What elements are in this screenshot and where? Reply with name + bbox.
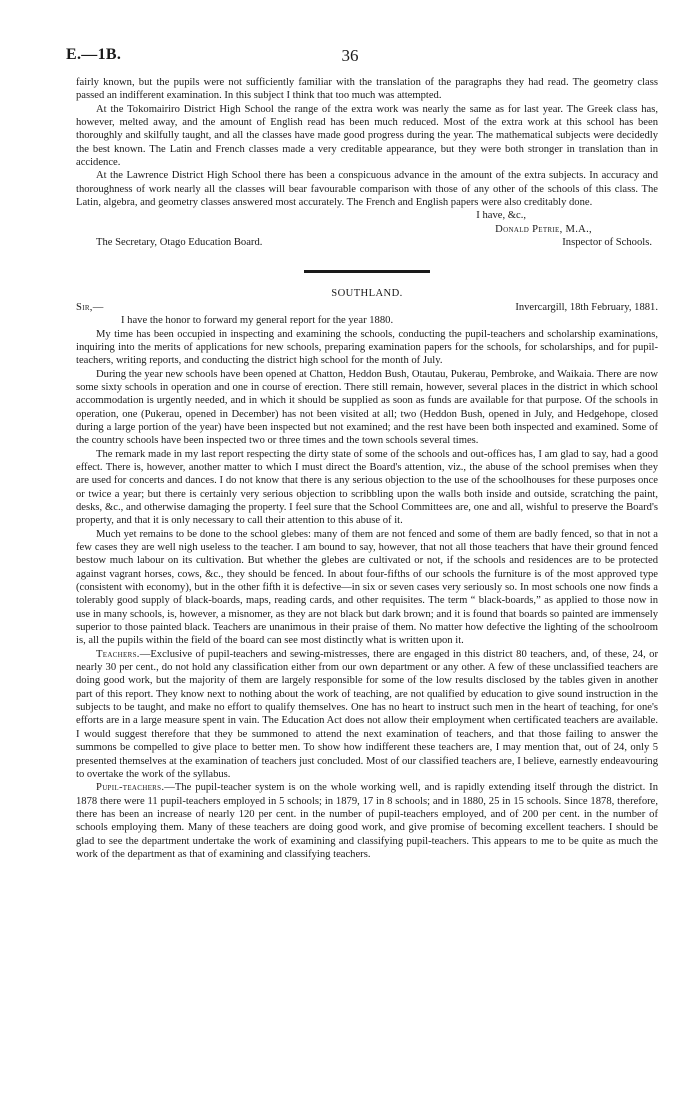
paragraph-label: Teachers. [96, 648, 140, 660]
place-date: Invercargill, 18th February, 1881. [515, 301, 658, 313]
paragraph-label: Pupil-teachers. [96, 782, 165, 794]
document-reference: E.—1B. [66, 46, 122, 63]
signature-title: Inspector of Schools. [562, 237, 652, 249]
paragraph: During the year new schools have been opened at Chatton, Heddon Bush, Otautau, Pukerau, Pembroke, and Waikaia. There are now some sixty schools in operation and one in course of erection. There still remain, however, several places in the district in which school accommodation is urgently needed, and in which it should be supplied as soon as funds are available for that purpose. Of the schools in operation, one (Pukerau, opened in December) has not been visited at all; two (Heddon Bush, opened in July, and Hedgehope, closed during a large portion of the year) have been inspected but not examined; and the rest have been both inspected and examined. Some of the country schools have been inspected two or three times and the town schools several times. [76, 368, 658, 447]
section-heading: SOUTHLAND. [331, 288, 403, 300]
salutation: Sir,— [76, 301, 104, 313]
paragraph-text: —Exclusive of pupil-teachers and sewing-mistresses, there are engaged in this district 80 teachers, and, of these, 24, or nearly 30 per cent., do not hold any classification either from our own department or any other. A few of these unclassified teachers are doing good work, but the majority of them are largely responsible for some of the low results disclosed by the tables given in another part of this report. They know next to nothing about the work of teaching, are not qualified by education to give sound instruction in the subjects to be taught, and make no effort to qualify themselves. One has no heart to instruct such men in the heart of teaching, for one's efforts are in a large measure spent in vain. The Education Act does not allow their employment when certificated teachers are available. I would suggest therefore that they be summoned to attend the next examination of teachers, and that those failing to answer the summons be compelled to give place to better men. To show how indifferent these teachers are, I may mention that, out of 24, only 5 presented themselves at the examination of teachers just concluded. Most of our classified teachers are, I believe, earnestly endeavouring to overtake the work of the syllabus. [76, 648, 658, 780]
paragraph: The remark made in my last report respecting the dirty state of some of the schools and out-offices has, I am glad to say, had a good effect. There is, however, another matter to which I must direct the Board's attention, viz., the abuse of the school premises when they are used for concerts and dances. I do not know that there is any serious objection to the use of the schoolhouses for these purposes once or twice a year; but there is certainly very serious objection to scribbling upon the walls both inside and outside, scratching the paint, desks, &c., and otherwise damaging the property. I feel sure that the School Committees are, one and all, wishful to preserve the Board's property, and that it is only necessary to call their attention to this abuse of it. [76, 448, 658, 527]
paragraph [76, 781, 658, 861]
salutation-line [76, 301, 658, 314]
paragraph: Much yet remains to be done to the school glebes: many of them are not fenced and some of them are badly fenced, so that in not a few cases they are well nigh useless to the teacher. I am bound to say, however, that not all those teachers that have their ground fenced bestow much labour on its cultivation. But whether the glebes are cultivated or not, if the schools and residences are to be protected against vagrant horses, cows, &c., they should be fenced. In about four-fifths of our schools the furniture is of the most approved type (consistent with economy), but in the other fifth it is defective—in six or seven cases very seriously so. In most schools one now finds a tolerably good supply of black-boards, maps, reading cards, and other requisites. The term “ black-boards,” as applied to those now in use in many schools, is, however, a misnomer, as they are not black but dark brown; and it is found that boards so painted are immensely superior to those painted black. Teachers are unanimous in their praise of them. No matter how defective the lighting of the schoolroom is, all the pupils within the field of the board can see most distinctly what is written upon it. [76, 528, 658, 647]
report-body [76, 76, 658, 861]
closing-phrase: I have, &c., [476, 210, 526, 222]
paragraph [76, 648, 658, 781]
paragraph: fairly known, but the pupils were not sufficiently familiar with the translation of the paragraphs they had read. The geometry class passed an indifferent examination. In this subject I think that too much was attempted. [76, 77, 658, 102]
paragraph: My time has been occupied in inspecting and examining the schools, conducting the pupil-teachers and scholarship examinations, inquiring into the merits of applications for new schools, preparing examination papers for the schools, for scholarships, and for pupil-teachers, writing reports, and conducting the district high school for the month of July. [76, 328, 658, 367]
signature-line [76, 236, 658, 249]
page-number: 36 [341, 46, 359, 65]
section-divider [304, 270, 430, 273]
addressee: The Secretary, Otago Education Board. [96, 237, 263, 249]
signature-name: Donald Petrie, M.A., [495, 223, 592, 235]
paragraph-text: —The pupil-teacher system is on the whole working well, and is rapidly extending itself through the district. In 1878 there were 11 pupil-teachers employed in 5 schools; in 1879, 17 in 8 schools; and in 1880, 25 in 15 schools. Since 1878, therefore, there has been an increase of nearly 120 per cent. in the number of pupil-teachers employed, and of 200 per cent. in the number of schools employing them. Many of these teachers are doing good work, and give promise of becoming excellent teachers. I should be glad to see the department undertake the work of examining and classifying pupil-teachers. This appears to me to be quite as much the work of the department as that of examining and classifying teachers. [76, 782, 658, 860]
paragraph: I have the honor to forward my general report for the year 1880. [121, 315, 394, 327]
paragraph: At the Tokomairiro District High School the range of the extra work was nearly the same as for last year. The Greek class has, however, melted away, and the amount of English read has been much reduced. Most of the extra work at this school has been thoroughly and skilfully taught, and all the classes have made good progress during the year. The mathematical subjects were decidedly the best known. The Latin and French classes made a very creditable appearance, but they were both stronger in translation than in accidence. [76, 103, 658, 169]
paragraph: At the Lawrence District High School there has been a conspicuous advance in the amount of the extra subjects. In accuracy and thoroughness of work nearly all the classes will bear favourable comparison with those of any other of the schools of this class. The Latin, algebra, and geometry classes answered most accurately. The French and English papers were also creditably done. [76, 170, 658, 209]
